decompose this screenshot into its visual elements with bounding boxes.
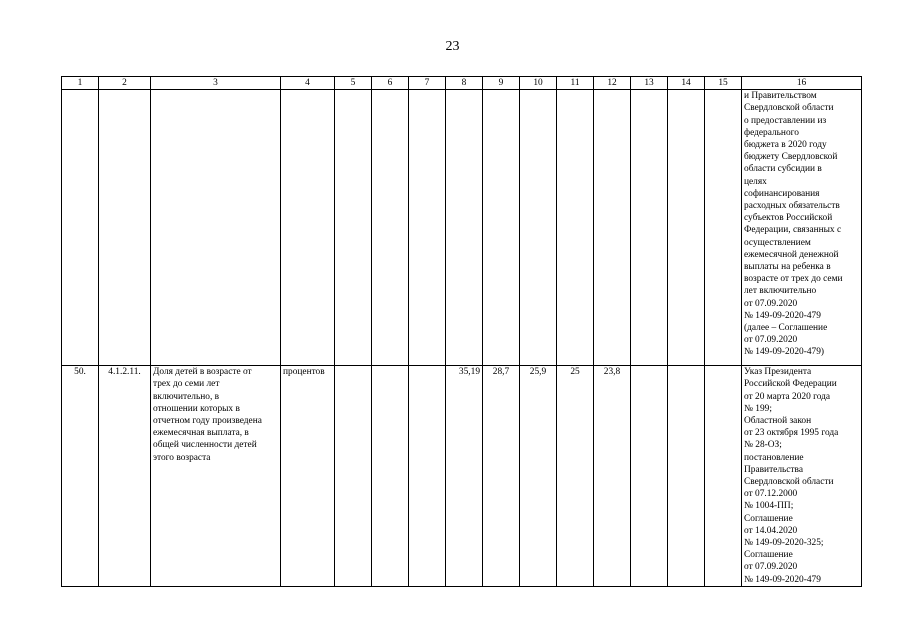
- value-cell: [668, 366, 705, 587]
- column-header: 2: [99, 77, 151, 90]
- column-header: 13: [631, 77, 668, 90]
- text-line: от 14.04.2020: [744, 525, 798, 536]
- text-line: от 07.09.2020: [744, 298, 798, 309]
- table-cell: [483, 90, 520, 366]
- table-cell: [668, 90, 705, 366]
- text-line: № 199;: [744, 403, 772, 414]
- text-line: этого возраста: [153, 452, 211, 463]
- text-line: от 23 октября 1995 года: [744, 428, 839, 439]
- basis-cell-continued: [742, 90, 862, 366]
- text-line: Доля детей в возрасте от: [153, 367, 252, 378]
- text-line: трех до семи лет: [153, 379, 220, 390]
- column-header: 9: [483, 77, 520, 90]
- table-cell: [372, 90, 409, 366]
- value-cell: 25,9: [520, 366, 557, 587]
- table-cell: [151, 90, 281, 366]
- column-header: 12: [594, 77, 631, 90]
- text-line: (далее – Соглашение: [744, 323, 828, 334]
- column-number-row: [62, 77, 862, 90]
- table-cell: [446, 90, 483, 366]
- text-line: отчетном году произведена: [153, 416, 262, 427]
- indicator-name: [151, 366, 281, 587]
- row-number: 50.: [62, 366, 99, 587]
- text-line: ежемесячная выплата, в: [153, 428, 249, 439]
- column-header: 15: [705, 77, 742, 90]
- column-header: 14: [668, 77, 705, 90]
- value-cell: [372, 366, 409, 587]
- text-line: Российской Федерации: [744, 379, 837, 390]
- text-line: от 07.09.2020: [744, 335, 798, 346]
- text-line: области субсидии в: [744, 164, 822, 175]
- value-cell: [705, 366, 742, 587]
- text-line: № 149-09-2020-325;: [744, 538, 824, 549]
- text-line: лет включительно: [744, 286, 817, 297]
- text-line: Соглашение: [744, 550, 793, 561]
- text-line: бюджета в 2020 году: [744, 140, 827, 151]
- value-cell: [409, 366, 446, 587]
- table-row: [62, 366, 862, 587]
- text-line: бюджету Свердловской: [744, 152, 838, 163]
- text-line: № 28-ОЗ;: [744, 440, 782, 451]
- basis-cell: [742, 366, 862, 587]
- indicator-code: 4.1.2.11.: [99, 366, 151, 587]
- column-header: 4: [281, 77, 335, 90]
- value-cell: [631, 366, 668, 587]
- table-cell: [62, 90, 99, 366]
- value-cell: 35,19: [446, 366, 483, 587]
- text-line: Соглашение: [744, 513, 793, 524]
- table-cell: [409, 90, 446, 366]
- text-line: включительно, в: [153, 391, 220, 402]
- text-line: от 07.12.2000: [744, 489, 798, 500]
- text-line: № 149-09-2020-479: [744, 310, 821, 321]
- text-line: Федерации, связанных с: [744, 225, 842, 236]
- table-cell: [631, 90, 668, 366]
- text-line: отношении которых в: [153, 403, 240, 414]
- text-line: осуществлением: [744, 237, 811, 248]
- text-line: постановление: [744, 452, 804, 463]
- text-line: ежемесячной денежной: [744, 249, 839, 260]
- value-cell: 28,7: [483, 366, 520, 587]
- text-line: федерального: [744, 127, 799, 138]
- table-cell: [705, 90, 742, 366]
- table-cell: [335, 90, 372, 366]
- column-header: 3: [151, 77, 281, 90]
- table-cell: [557, 90, 594, 366]
- text-line: от 20 марта 2020 года: [744, 391, 831, 402]
- unit-of-measure: процентов: [281, 366, 335, 587]
- page-number: 23: [445, 39, 460, 54]
- text-line: от 07.09.2020: [744, 562, 798, 573]
- text-line: целях: [744, 176, 767, 187]
- value-cell: 25: [557, 366, 594, 587]
- text-line: Свердловской области: [744, 103, 834, 114]
- column-header: 5: [335, 77, 372, 90]
- text-line: № 1004-ПП;: [744, 501, 794, 512]
- column-header: 10: [520, 77, 557, 90]
- column-header: 11: [557, 77, 594, 90]
- value-cell: [335, 366, 372, 587]
- text-line: о предоставлении из: [744, 115, 827, 126]
- value-cell: 23,8: [594, 366, 631, 587]
- table-cell: [520, 90, 557, 366]
- text-line: Правительства: [744, 464, 803, 475]
- text-line: Указ Президента: [744, 367, 812, 378]
- column-header: 1: [62, 77, 99, 90]
- text-line: софинансирования: [744, 188, 820, 199]
- table-cell: [99, 90, 151, 366]
- text-line: Областной закон: [744, 416, 812, 427]
- column-header: 6: [372, 77, 409, 90]
- text-line: выплаты на ребенка в: [744, 262, 831, 273]
- text-line: № 149-09-2020-479): [744, 347, 825, 358]
- column-header: 7: [409, 77, 446, 90]
- column-header: 8: [446, 77, 483, 90]
- text-line: Свердловской области: [744, 477, 834, 488]
- continuation-row: [62, 90, 862, 366]
- column-header: 16: [742, 77, 862, 90]
- table-cell: [594, 90, 631, 366]
- indicators-table: [61, 76, 862, 587]
- text-line: и Правительством: [744, 91, 817, 102]
- text-line: субъектов Российской: [744, 213, 833, 224]
- text-line: № 149-09-2020-479: [744, 574, 821, 585]
- table-cell: [281, 90, 335, 366]
- text-line: расходных обязательств: [744, 201, 840, 212]
- text-line: общей численности детей: [153, 440, 257, 451]
- text-line: возрасте от трех до семи: [744, 274, 843, 285]
